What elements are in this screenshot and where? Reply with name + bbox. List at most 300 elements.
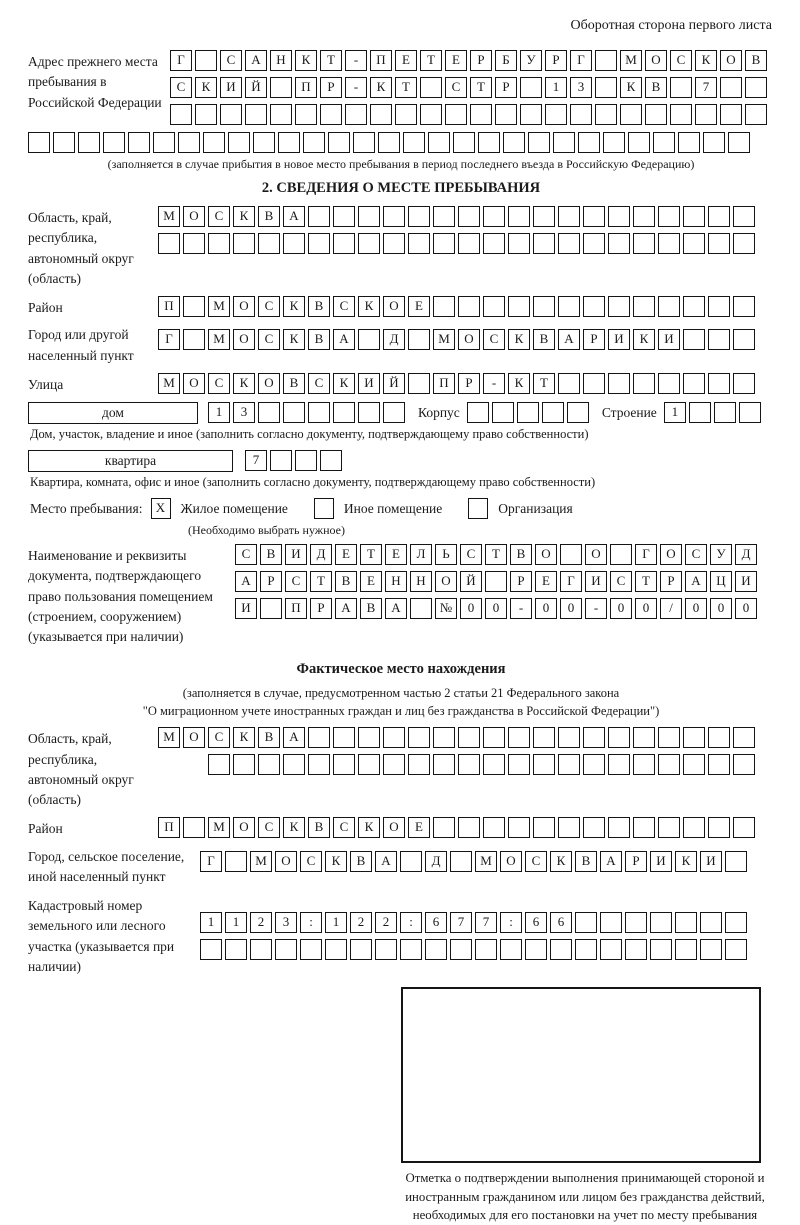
char-box[interactable]: С bbox=[670, 50, 692, 71]
char-box[interactable] bbox=[533, 727, 555, 748]
char-box[interactable] bbox=[558, 296, 580, 317]
char-box[interactable] bbox=[425, 939, 447, 960]
char-box[interactable]: Т bbox=[310, 571, 332, 592]
char-box[interactable] bbox=[270, 450, 292, 471]
char-box[interactable]: Т bbox=[533, 373, 555, 394]
char-box[interactable]: Е bbox=[360, 571, 382, 592]
char-box[interactable] bbox=[433, 817, 455, 838]
char-box[interactable] bbox=[183, 817, 205, 838]
char-box[interactable]: 0 bbox=[535, 598, 557, 619]
char-box[interactable] bbox=[633, 296, 655, 317]
char-box[interactable]: 1 bbox=[664, 402, 686, 423]
char-box[interactable] bbox=[483, 206, 505, 227]
char-box[interactable] bbox=[520, 77, 542, 98]
char-box[interactable] bbox=[608, 296, 630, 317]
char-box[interactable] bbox=[408, 727, 430, 748]
char-box[interactable]: А bbox=[375, 851, 397, 872]
char-box[interactable] bbox=[658, 233, 680, 254]
char-box[interactable] bbox=[689, 402, 711, 423]
char-box[interactable]: К bbox=[233, 373, 255, 394]
char-box[interactable]: Т bbox=[485, 544, 507, 565]
char-box[interactable] bbox=[453, 132, 475, 153]
char-box[interactable]: А bbox=[333, 329, 355, 350]
char-box[interactable] bbox=[508, 754, 530, 775]
char-box[interactable] bbox=[633, 817, 655, 838]
char-box[interactable]: В bbox=[645, 77, 667, 98]
char-box[interactable] bbox=[733, 206, 755, 227]
char-box[interactable]: М bbox=[475, 851, 497, 872]
char-box[interactable] bbox=[395, 104, 417, 125]
char-box[interactable] bbox=[558, 206, 580, 227]
char-box[interactable] bbox=[250, 939, 272, 960]
char-box[interactable]: В bbox=[283, 373, 305, 394]
char-box[interactable]: 1 bbox=[325, 912, 347, 933]
char-box[interactable] bbox=[720, 77, 742, 98]
char-box[interactable]: 1 bbox=[200, 912, 222, 933]
char-box[interactable] bbox=[483, 817, 505, 838]
char-box[interactable] bbox=[633, 206, 655, 227]
char-box[interactable]: К bbox=[508, 373, 530, 394]
char-box[interactable] bbox=[225, 851, 247, 872]
char-box[interactable] bbox=[320, 450, 342, 471]
char-box[interactable]: 6 bbox=[425, 912, 447, 933]
char-box[interactable]: 6 bbox=[525, 912, 547, 933]
char-box[interactable]: К bbox=[695, 50, 717, 71]
char-box[interactable] bbox=[308, 233, 330, 254]
char-box[interactable]: К bbox=[508, 329, 530, 350]
char-box[interactable] bbox=[245, 104, 267, 125]
char-box[interactable]: Д bbox=[310, 544, 332, 565]
char-box[interactable]: Е bbox=[408, 296, 430, 317]
char-box[interactable] bbox=[728, 132, 750, 153]
char-box[interactable]: С bbox=[208, 206, 230, 227]
char-box[interactable]: А bbox=[385, 598, 407, 619]
char-box[interactable] bbox=[725, 851, 747, 872]
char-box[interactable]: Й bbox=[460, 571, 482, 592]
char-box[interactable]: Е bbox=[385, 544, 407, 565]
char-box[interactable]: А bbox=[235, 571, 257, 592]
char-box[interactable] bbox=[420, 77, 442, 98]
char-box[interactable] bbox=[233, 233, 255, 254]
char-box[interactable]: Н bbox=[385, 571, 407, 592]
char-box[interactable]: С bbox=[445, 77, 467, 98]
char-box[interactable]: О bbox=[383, 817, 405, 838]
char-box[interactable] bbox=[608, 206, 630, 227]
char-box[interactable]: С bbox=[208, 373, 230, 394]
char-box[interactable]: 0 bbox=[460, 598, 482, 619]
char-box[interactable]: О bbox=[233, 817, 255, 838]
checkbox-organizatsiya[interactable] bbox=[468, 498, 488, 519]
char-box[interactable] bbox=[308, 727, 330, 748]
char-box[interactable]: С bbox=[333, 296, 355, 317]
char-box[interactable]: С bbox=[333, 817, 355, 838]
char-box[interactable]: : bbox=[400, 912, 422, 933]
char-box[interactable]: С bbox=[685, 544, 707, 565]
char-box[interactable] bbox=[275, 939, 297, 960]
char-box[interactable]: 0 bbox=[485, 598, 507, 619]
char-box[interactable] bbox=[433, 296, 455, 317]
char-box[interactable] bbox=[575, 912, 597, 933]
char-box[interactable] bbox=[195, 50, 217, 71]
char-box[interactable]: 0 bbox=[710, 598, 732, 619]
char-box[interactable] bbox=[183, 233, 205, 254]
char-box[interactable]: О bbox=[233, 296, 255, 317]
char-box[interactable]: Р bbox=[470, 50, 492, 71]
char-box[interactable] bbox=[383, 754, 405, 775]
char-box[interactable]: И bbox=[585, 571, 607, 592]
char-box[interactable]: П bbox=[295, 77, 317, 98]
char-box[interactable]: И bbox=[235, 598, 257, 619]
char-box[interactable]: Т bbox=[320, 50, 342, 71]
char-box[interactable] bbox=[508, 727, 530, 748]
char-box[interactable]: Г bbox=[570, 50, 592, 71]
char-box[interactable]: В bbox=[575, 851, 597, 872]
char-box[interactable] bbox=[370, 104, 392, 125]
char-box[interactable]: Г bbox=[200, 851, 222, 872]
char-box[interactable]: 6 bbox=[550, 912, 572, 933]
char-box[interactable]: О bbox=[458, 329, 480, 350]
char-box[interactable] bbox=[733, 754, 755, 775]
char-box[interactable] bbox=[558, 727, 580, 748]
char-box[interactable] bbox=[345, 104, 367, 125]
char-box[interactable] bbox=[220, 104, 242, 125]
char-box[interactable]: О bbox=[183, 373, 205, 394]
char-box[interactable]: Р bbox=[625, 851, 647, 872]
char-box[interactable] bbox=[508, 817, 530, 838]
char-box[interactable]: О bbox=[435, 571, 457, 592]
char-box[interactable] bbox=[408, 373, 430, 394]
char-box[interactable]: С bbox=[300, 851, 322, 872]
char-box[interactable]: 7 bbox=[475, 912, 497, 933]
char-box[interactable] bbox=[733, 329, 755, 350]
char-box[interactable] bbox=[270, 104, 292, 125]
char-box[interactable] bbox=[675, 939, 697, 960]
char-box[interactable]: К bbox=[550, 851, 572, 872]
char-box[interactable]: В bbox=[510, 544, 532, 565]
char-box[interactable] bbox=[658, 206, 680, 227]
char-box[interactable]: Т bbox=[470, 77, 492, 98]
char-box[interactable]: К bbox=[358, 817, 380, 838]
char-box[interactable] bbox=[408, 233, 430, 254]
char-box[interactable]: 0 bbox=[685, 598, 707, 619]
checkbox-inoe-pomeshchenie[interactable] bbox=[314, 498, 334, 519]
char-box[interactable]: - bbox=[585, 598, 607, 619]
char-box[interactable] bbox=[625, 912, 647, 933]
char-box[interactable] bbox=[658, 373, 680, 394]
char-box[interactable] bbox=[103, 132, 125, 153]
char-box[interactable] bbox=[658, 817, 680, 838]
char-box[interactable] bbox=[733, 373, 755, 394]
char-box[interactable] bbox=[658, 754, 680, 775]
char-box[interactable] bbox=[733, 233, 755, 254]
char-box[interactable]: Р bbox=[660, 571, 682, 592]
char-box[interactable] bbox=[492, 402, 514, 423]
char-box[interactable]: 0 bbox=[610, 598, 632, 619]
char-box[interactable]: Д bbox=[425, 851, 447, 872]
char-box[interactable]: В bbox=[258, 206, 280, 227]
char-box[interactable]: М bbox=[158, 727, 180, 748]
char-box[interactable]: 7 bbox=[245, 450, 267, 471]
char-box[interactable] bbox=[195, 104, 217, 125]
char-box[interactable] bbox=[628, 132, 650, 153]
char-box[interactable]: В bbox=[360, 598, 382, 619]
char-box[interactable] bbox=[258, 754, 280, 775]
char-box[interactable] bbox=[578, 132, 600, 153]
char-box[interactable]: П bbox=[370, 50, 392, 71]
char-box[interactable] bbox=[608, 727, 630, 748]
char-box[interactable] bbox=[450, 851, 472, 872]
char-box[interactable]: Е bbox=[335, 544, 357, 565]
char-box[interactable] bbox=[208, 754, 230, 775]
char-box[interactable] bbox=[170, 104, 192, 125]
char-box[interactable]: 3 bbox=[233, 402, 255, 423]
char-box[interactable] bbox=[583, 817, 605, 838]
char-box[interactable]: Р bbox=[545, 50, 567, 71]
char-box[interactable] bbox=[650, 912, 672, 933]
char-box[interactable] bbox=[733, 817, 755, 838]
char-box[interactable]: В bbox=[308, 817, 330, 838]
char-box[interactable]: Т bbox=[395, 77, 417, 98]
char-box[interactable]: А bbox=[283, 727, 305, 748]
char-box[interactable] bbox=[328, 132, 350, 153]
char-box[interactable]: Ь bbox=[435, 544, 457, 565]
char-box[interactable] bbox=[28, 132, 50, 153]
char-box[interactable] bbox=[520, 104, 542, 125]
char-box[interactable] bbox=[595, 104, 617, 125]
char-box[interactable] bbox=[533, 206, 555, 227]
char-box[interactable] bbox=[508, 233, 530, 254]
char-box[interactable]: С bbox=[285, 571, 307, 592]
char-box[interactable] bbox=[583, 727, 605, 748]
char-box[interactable] bbox=[408, 754, 430, 775]
char-box[interactable]: С bbox=[483, 329, 505, 350]
char-box[interactable] bbox=[308, 402, 330, 423]
char-box[interactable]: М bbox=[620, 50, 642, 71]
char-box[interactable] bbox=[333, 727, 355, 748]
char-box[interactable] bbox=[708, 727, 730, 748]
char-box[interactable]: Р bbox=[310, 598, 332, 619]
char-box[interactable] bbox=[458, 727, 480, 748]
char-box[interactable]: М bbox=[158, 373, 180, 394]
char-box[interactable] bbox=[745, 77, 767, 98]
char-box[interactable] bbox=[558, 754, 580, 775]
char-box[interactable]: К bbox=[283, 329, 305, 350]
char-box[interactable]: К bbox=[358, 296, 380, 317]
char-box[interactable] bbox=[483, 727, 505, 748]
char-box[interactable] bbox=[308, 754, 330, 775]
char-box[interactable] bbox=[450, 939, 472, 960]
char-box[interactable]: К bbox=[633, 329, 655, 350]
char-box[interactable] bbox=[670, 77, 692, 98]
char-box[interactable] bbox=[683, 233, 705, 254]
char-box[interactable]: В bbox=[335, 571, 357, 592]
char-box[interactable]: С bbox=[308, 373, 330, 394]
char-box[interactable] bbox=[645, 104, 667, 125]
char-box[interactable]: М bbox=[158, 206, 180, 227]
char-box[interactable]: Е bbox=[408, 817, 430, 838]
char-box[interactable]: Г bbox=[170, 50, 192, 71]
char-box[interactable] bbox=[428, 132, 450, 153]
char-box[interactable] bbox=[708, 329, 730, 350]
char-box[interactable]: С bbox=[258, 329, 280, 350]
char-box[interactable] bbox=[358, 329, 380, 350]
char-box[interactable] bbox=[333, 402, 355, 423]
char-box[interactable] bbox=[225, 939, 247, 960]
char-box[interactable]: И bbox=[700, 851, 722, 872]
char-box[interactable] bbox=[745, 104, 767, 125]
char-box[interactable]: И bbox=[608, 329, 630, 350]
char-box[interactable]: О bbox=[585, 544, 607, 565]
char-box[interactable]: О bbox=[183, 727, 205, 748]
char-box[interactable] bbox=[433, 233, 455, 254]
char-box[interactable]: В bbox=[308, 329, 330, 350]
char-box[interactable] bbox=[633, 373, 655, 394]
char-box[interactable] bbox=[533, 296, 555, 317]
char-box[interactable]: 1 bbox=[208, 402, 230, 423]
char-box[interactable]: Е bbox=[445, 50, 467, 71]
char-box[interactable]: С bbox=[170, 77, 192, 98]
char-box[interactable]: 0 bbox=[635, 598, 657, 619]
char-box[interactable]: П bbox=[285, 598, 307, 619]
char-box[interactable] bbox=[558, 233, 580, 254]
char-box[interactable]: Т bbox=[635, 571, 657, 592]
char-box[interactable] bbox=[483, 296, 505, 317]
char-box[interactable] bbox=[542, 402, 564, 423]
char-box[interactable] bbox=[128, 132, 150, 153]
char-box[interactable]: К bbox=[283, 817, 305, 838]
char-box[interactable]: С bbox=[208, 727, 230, 748]
char-box[interactable] bbox=[303, 132, 325, 153]
char-box[interactable] bbox=[608, 373, 630, 394]
char-box[interactable]: М bbox=[250, 851, 272, 872]
char-box[interactable] bbox=[608, 817, 630, 838]
char-box[interactable] bbox=[620, 104, 642, 125]
char-box[interactable] bbox=[308, 206, 330, 227]
char-box[interactable]: К bbox=[233, 206, 255, 227]
char-box[interactable]: 3 bbox=[275, 912, 297, 933]
char-box[interactable]: А bbox=[600, 851, 622, 872]
char-box[interactable]: О bbox=[645, 50, 667, 71]
char-box[interactable]: И bbox=[735, 571, 757, 592]
char-box[interactable] bbox=[720, 104, 742, 125]
char-box[interactable]: 3 bbox=[570, 77, 592, 98]
char-box[interactable] bbox=[653, 132, 675, 153]
char-box[interactable] bbox=[283, 233, 305, 254]
char-box[interactable]: 2 bbox=[250, 912, 272, 933]
char-box[interactable]: М bbox=[208, 329, 230, 350]
char-box[interactable] bbox=[603, 132, 625, 153]
char-box[interactable] bbox=[683, 817, 705, 838]
char-box[interactable]: Р bbox=[510, 571, 532, 592]
char-box[interactable]: / bbox=[660, 598, 682, 619]
char-box[interactable] bbox=[333, 206, 355, 227]
char-box[interactable] bbox=[333, 754, 355, 775]
char-box[interactable]: Д bbox=[383, 329, 405, 350]
char-box[interactable] bbox=[260, 598, 282, 619]
char-box[interactable]: О bbox=[233, 329, 255, 350]
char-box[interactable]: Г bbox=[158, 329, 180, 350]
char-box[interactable]: А bbox=[685, 571, 707, 592]
char-box[interactable] bbox=[714, 402, 736, 423]
char-box[interactable]: П bbox=[433, 373, 455, 394]
char-box[interactable]: Р bbox=[260, 571, 282, 592]
char-box[interactable] bbox=[458, 206, 480, 227]
char-box[interactable] bbox=[475, 939, 497, 960]
char-box[interactable]: Е bbox=[395, 50, 417, 71]
char-box[interactable]: 7 bbox=[695, 77, 717, 98]
char-box[interactable] bbox=[533, 754, 555, 775]
char-box[interactable]: Р bbox=[495, 77, 517, 98]
char-box[interactable]: В bbox=[350, 851, 372, 872]
char-box[interactable]: П bbox=[158, 817, 180, 838]
char-box[interactable] bbox=[528, 132, 550, 153]
char-box[interactable]: 7 bbox=[450, 912, 472, 933]
char-box[interactable] bbox=[295, 104, 317, 125]
char-box[interactable]: : bbox=[300, 912, 322, 933]
char-box[interactable] bbox=[739, 402, 761, 423]
char-box[interactable] bbox=[683, 206, 705, 227]
char-box[interactable]: М bbox=[433, 329, 455, 350]
char-box[interactable] bbox=[708, 754, 730, 775]
char-box[interactable]: О bbox=[383, 296, 405, 317]
char-box[interactable] bbox=[200, 939, 222, 960]
char-box[interactable] bbox=[378, 132, 400, 153]
char-box[interactable] bbox=[533, 817, 555, 838]
char-box[interactable]: Д bbox=[735, 544, 757, 565]
char-box[interactable] bbox=[708, 817, 730, 838]
char-box[interactable] bbox=[483, 233, 505, 254]
char-box[interactable] bbox=[683, 373, 705, 394]
char-box[interactable] bbox=[458, 296, 480, 317]
char-box[interactable] bbox=[358, 727, 380, 748]
char-box[interactable] bbox=[558, 373, 580, 394]
char-box[interactable]: О bbox=[720, 50, 742, 71]
char-box[interactable]: Й bbox=[383, 373, 405, 394]
char-box[interactable] bbox=[567, 402, 589, 423]
char-box[interactable]: Р bbox=[320, 77, 342, 98]
char-box[interactable] bbox=[695, 104, 717, 125]
char-box[interactable]: Т bbox=[360, 544, 382, 565]
char-box[interactable] bbox=[595, 50, 617, 71]
char-box[interactable] bbox=[508, 206, 530, 227]
char-box[interactable]: О bbox=[660, 544, 682, 565]
char-box[interactable]: С bbox=[235, 544, 257, 565]
char-box[interactable]: - bbox=[345, 77, 367, 98]
char-box[interactable] bbox=[675, 912, 697, 933]
char-box[interactable]: 0 bbox=[560, 598, 582, 619]
char-box[interactable] bbox=[708, 296, 730, 317]
char-box[interactable]: И bbox=[650, 851, 672, 872]
char-box[interactable]: Г bbox=[560, 571, 582, 592]
char-box[interactable] bbox=[550, 939, 572, 960]
char-box[interactable]: Й bbox=[245, 77, 267, 98]
char-box[interactable]: К bbox=[620, 77, 642, 98]
char-box[interactable] bbox=[725, 939, 747, 960]
char-box[interactable]: И bbox=[358, 373, 380, 394]
char-box[interactable]: : bbox=[500, 912, 522, 933]
char-box[interactable]: В bbox=[745, 50, 767, 71]
char-box[interactable] bbox=[445, 104, 467, 125]
char-box[interactable] bbox=[253, 132, 275, 153]
char-box[interactable]: В bbox=[258, 727, 280, 748]
char-box[interactable]: № bbox=[435, 598, 457, 619]
char-box[interactable]: С bbox=[610, 571, 632, 592]
char-box[interactable] bbox=[325, 939, 347, 960]
char-box[interactable] bbox=[320, 104, 342, 125]
char-box[interactable] bbox=[233, 754, 255, 775]
char-box[interactable] bbox=[458, 233, 480, 254]
char-box[interactable] bbox=[258, 233, 280, 254]
